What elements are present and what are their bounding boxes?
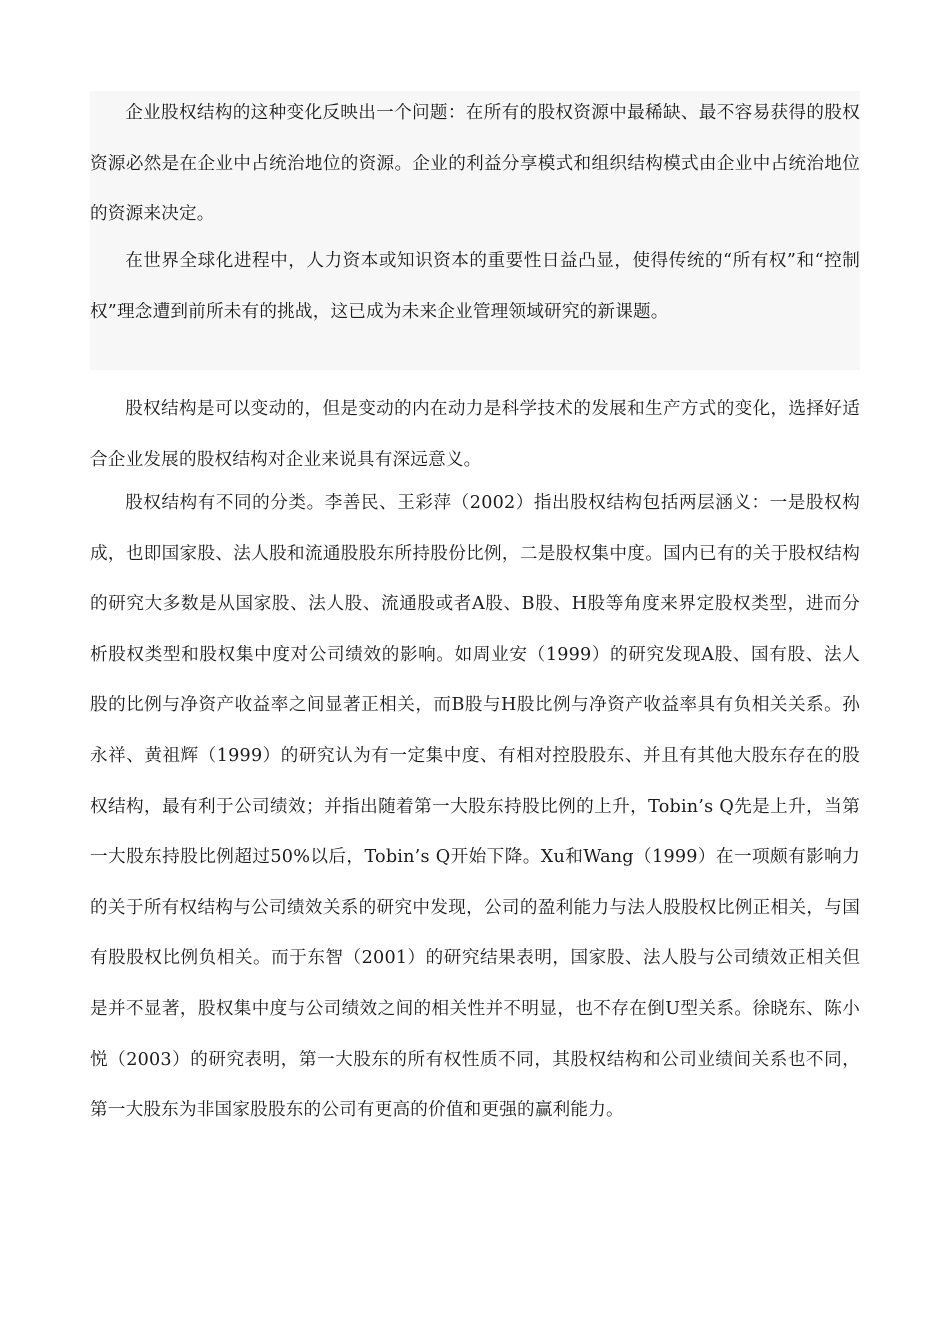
paragraph-equity-change: 企业股权结构的这种变化反映出一个问题：在所有的股权资源中最稀缺、最不容易获得的股权资源必然是在企业中占统治地位的资源。企业的利益分享模式和组织结构模式由企业中占统治地位的资源来决定。 bbox=[90, 103, 860, 225]
paragraph-equity-variability: 股权结构是可以变动的，但是变动的内在动力是科学技术的发展和生产方式的变化，选择好适合企业发展的股权结构对企业来说具有深远意义。 bbox=[90, 399, 860, 470]
paragraph-globalization: 在世界全球化进程中，人力资本或知识资本的重要性日益凸显，使得传统的“所有权”和“控制权”理念遭到前所未有的挑战，这已成为未来企业管理领域研究的新课题。 bbox=[90, 251, 860, 322]
paragraph-equity-classification: 股权结构有不同的分类。李善民、王彩萍（2002）指出股权结构包括两层涵义：一是股权构成，也即国家股、法人股和流通股股东所持股份比例，二是股权集中度。国内已有的关于股权结构的研究大多数是从国家股、法人股、流通股或者A股、B股、H股等角度来界定股权类型，进而分析股权类型和股权集中度对公司绩效的影响。如周业安（1999）的研究发现A股、国有股、法人股的比例与净资产收益率之间显著正相关，而B股与H股比例与净资产收益率具有负相关关系。孙永祥、黄祖辉（1999）的研究认为有一定集中度、有相对控股股东、并且有其他大股东存在的股权结构，最有利于公司绩效；并指出随着第一大股东持股比例的上升，Tobin’s Q先是上升，当第一大股东持股比例超过50%以后，Tobin’s Q开始下降。Xu和Wang（1999）在一项颇有影响力的关于所有权结构与公司绩效关系的研究中发现，公司的盈利能力与法人股股权比例正相关，与国有股股权比例负相关。而于东智（2001）的研究结果表明，国家股、法人股与公司绩效正相关但是并不显著，股权集中度与公司绩效之间的相关性并不明显，也不存在倒U型关系。徐晓东、陈小悦（2003）的研究表明，第一大股东的所有权性质不同，其股权结构和公司业绩间关系也不同，第一大股东为非国家股股东的公司有更高的价值和更强的赢利能力。 bbox=[90, 493, 860, 1121]
